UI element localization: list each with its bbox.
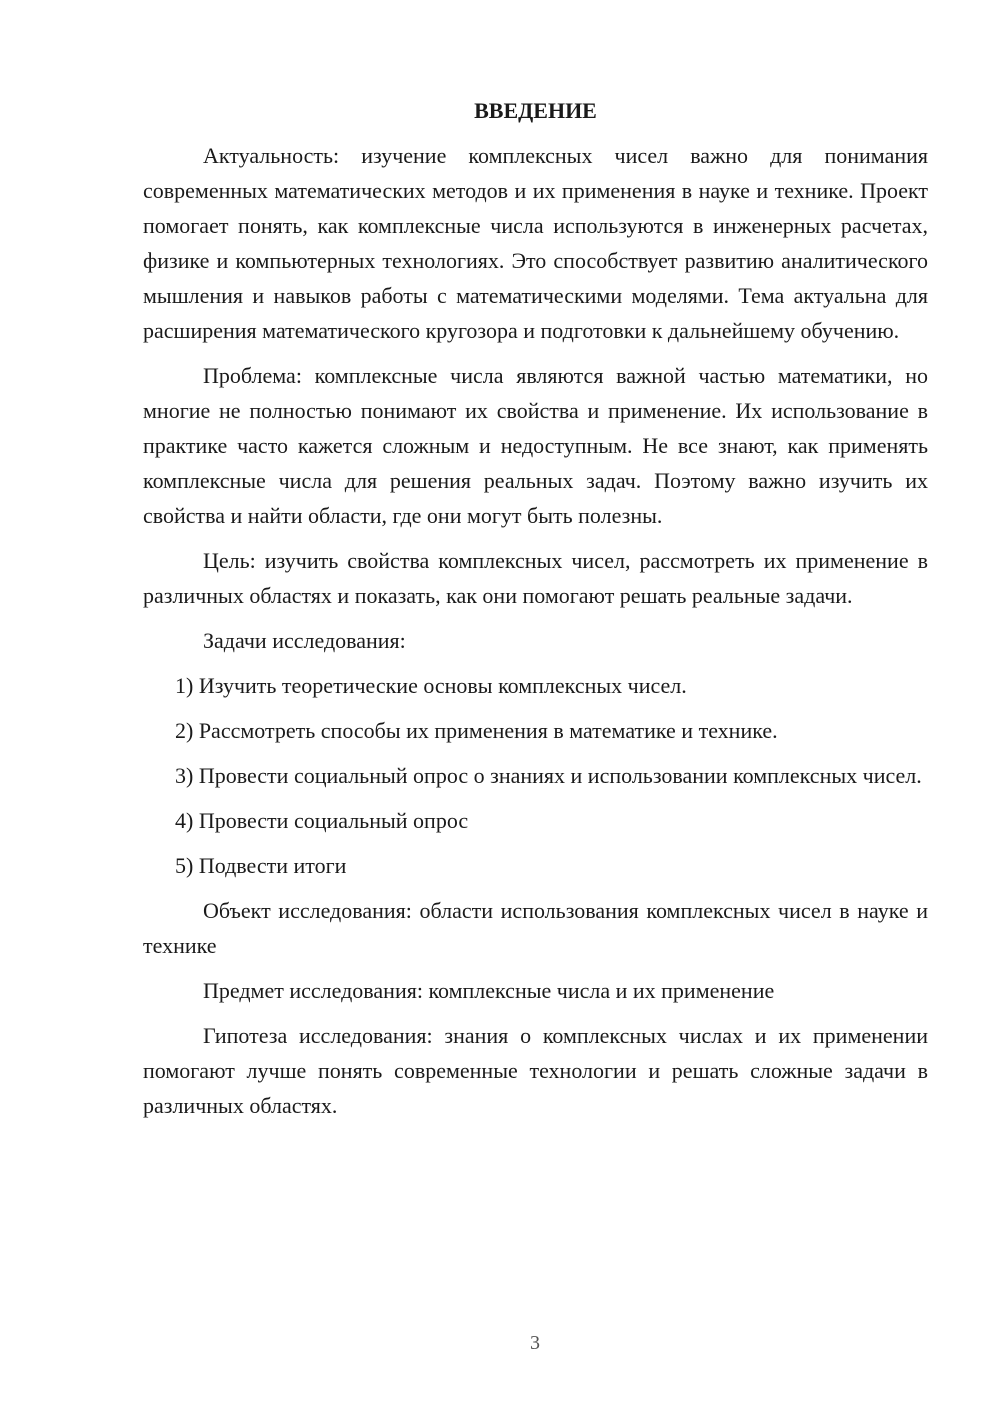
section-title: ВВЕДЕНИЕ: [474, 98, 597, 123]
tasks-heading: Задачи исследования:: [203, 628, 406, 653]
task-item-3: 3) Провести социальный опрос о знаниях и использовании комплексных чисел.: [175, 763, 922, 788]
subject-paragraph: Предмет исследования: комплексные числа и их применение: [203, 978, 775, 1003]
relevance-paragraph: Актуальность: изучение комплексных чисел важно для понимания современных математических методов и их применения в науке и технике. Проект помогает понять, как комплексные числа используются в инженерных расчетах, физике и компьютерных технологиях. Это способствует развитию аналитического мышления и навыков работы с математическими моделями. Тема актуальна для расширения математического кругозора и подготовки к дальнейшему обучению.: [143, 143, 928, 343]
hypothesis-paragraph: Гипотеза исследования: знания о комплексных числах и их применении помогают лучше понять современные технологии и решать сложные задачи в различных областях.: [143, 1023, 928, 1118]
task-item-4: 4) Провести социальный опрос: [175, 808, 469, 833]
document-page: [143, 96, 928, 1133]
object-paragraph: Объект исследования: области использования комплексных чисел в науке и технике: [143, 898, 928, 958]
problem-paragraph: Проблема: комплексные числа являются важной частью математики, но многие не полностью понимают их свойства и применение. Их использование в практике часто кажется сложным и недоступным. Не все знают, как применять комплексные числа для решения реальных задач. Поэтому важно изучить их свойства и найти области, где они могут быть полезны.: [143, 363, 928, 528]
task-item-5: 5) Подвести итоги: [175, 853, 347, 878]
goal-paragraph: Цель: изучить свойства комплексных чисел, рассмотреть их применение в различных областях и показать, как они помогают решать реальные задачи.: [143, 548, 928, 608]
task-item-1: 1) Изучить теоретические основы комплексных чисел.: [175, 673, 687, 698]
page-number: 3: [530, 1332, 540, 1354]
task-item-2: 2) Рассмотреть способы их применения в математике и технике.: [175, 718, 778, 743]
